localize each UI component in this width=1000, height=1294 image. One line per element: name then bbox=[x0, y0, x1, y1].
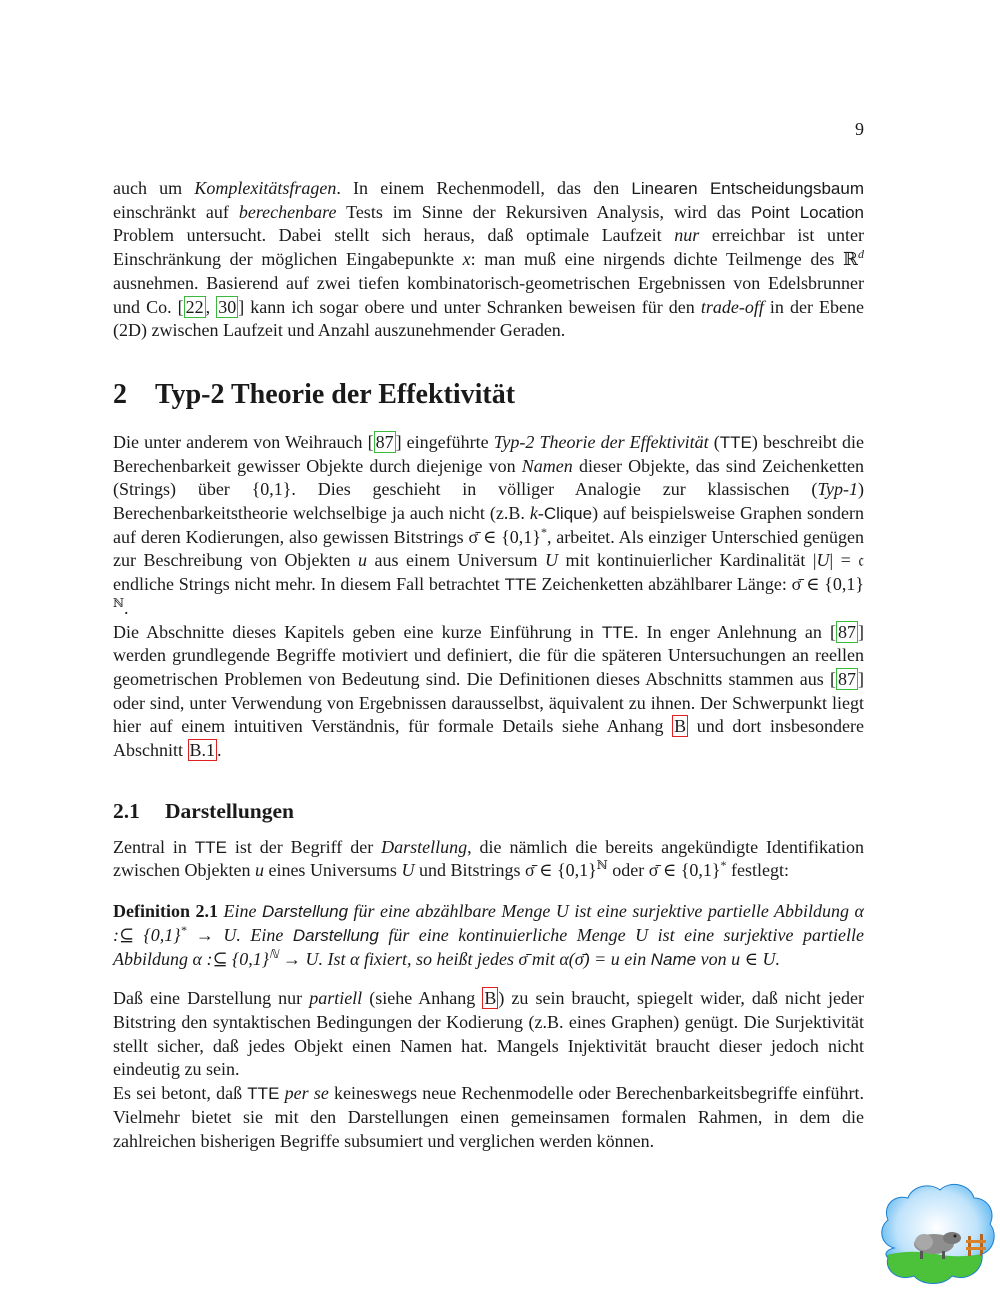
section-heading: 2 Typ-2 Theorie der Effektivität bbox=[113, 378, 516, 410]
citation-link[interactable]: 87 bbox=[375, 431, 394, 452]
definition-label: Definition 2.1 bbox=[113, 901, 219, 922]
intro-paragraph: auch um Komplexitätsfragen. In einem Rechenmodell, das den Linearen Entscheidungsbaum einschränkt auf berechenbare Tests im Sinne der Rekursiven Analysis, wird das Point Location Problem untersucht. Dabei stellt sich heraus, daß optimale Laufzeit nur erreichbar ist unter Einschränkung der möglichen Eingabepunkte x: man muß eine nirgends dichte Teilmenge des ℝ$^d$ ausnehmen. Basierend auf zwei tiefen kombinatorisch-geometrischen Ergebnissen von Edelsbrunner und Co. [ 22 , 30 ] kann ich sogar obere und unter Schranken beweisen für den trade-off in der Ebene (2D) zwischen Laufzeit und Anzahl auszunehmender Geraden. bbox=[113, 178, 865, 341]
citation-link[interactable]: 22 bbox=[185, 296, 204, 317]
citation-link[interactable]: 87 bbox=[838, 668, 856, 689]
definition-block: Definition 2.1 Eine Darstellung für eine abzählbare Menge U ist eine surjektive partielle Abbildung α :⊆ {0,1}* → U. Eine Darstellung für eine kontinuierliche Menge U ist eine surjektive partielle Abbildung α :⊆ $\{0,1\}^ℕ \to U$. Ist α fixiert, so heißt jedes σ̄ mit α(σ̄) = u ein Name von u ∈ U. bbox=[113, 901, 864, 969]
citation-link[interactable]: 87 bbox=[838, 621, 857, 642]
page-content bbox=[113, 177, 864, 1153]
appendix-link[interactable]: B bbox=[484, 988, 497, 1009]
subsection-paragraph: Zentral in TTE ist der Begriff der Darstellung, die nämlich die bereits angekündigte Identifikation zwischen Objekten u eines Universums U und Bitstrings σ̄ ∈ $\{0,1\}^ℕ$ oder σ̄ ∈ {0,1}* festlegt: bbox=[113, 836, 864, 881]
page-number: 9 bbox=[855, 119, 864, 139]
section-link[interactable]: B.1 bbox=[189, 740, 216, 761]
section-paragraph: Die unter anderem von Weihrauch [ 87 ] eingeführte Typ-2 Theorie der Effektivität (TTE) beschreibt die Berechenbarkeit gewisser Objekte durch diejenige von Namen dieser Objekte, das sind Zeichenketten (Strings) über {0,1}. Dies geschieht in völliger Analogie zur klassischen (Typ-1) Berechenbarkeitstheorie welchselbige ja auch nicht (z.B. k-Clique) auf beispielsweise Graphen sondern auf deren Kodierungen, also gewissen Bitstrings σ̄ ∈ {0,1}*, arbeitet. Als einziger Unterschied genügen zur Beschreibung von Objekten u aus einem Universum U mit kontinuierlicher Kardinalität |U| = 𝔠 endliche Strings nicht mehr. In diesem Fall betrachtet TTE Zeichenketten abzählbarer Länge: σ̄ ∈ $\{0,1\}^ℕ$. bbox=[113, 431, 865, 618]
sheep-mascot-icon bbox=[876, 1178, 998, 1288]
appendix-link[interactable]: B bbox=[674, 716, 687, 737]
subsection-heading: 2.1 Darstellungen bbox=[113, 798, 294, 823]
section-paragraph: Die Abschnitte dieses Kapitels geben eine kurze Einführung in TTE. In enger Anlehnung an [ 87 ] werden grundlegende Begriffe motiviert und definiert, die für die späteren Untersuchungen an reellen geometrischen Problemen von Bedeutung sind. Die Definitionen dieses Abschnitts stammen aus [ 87 ] oder sind, unter Verwendung von Ergebnissen darausselbst, äquivalent zu ihnen. Der Schwerpunkt liegt hier auf einem intuitiven Verständnis, für formale Details siehe Anhang B und dort insbesondere Abschnitt B.1 . bbox=[113, 621, 865, 761]
subsection-paragraph: Es sei betont, daß TTE per se keineswegs neue Rechenmodelle oder Berechenbarkeitsbegriffe einführt. Vielmehr bietet sie mit den Darstellungen einen gemeinsamen formalen Rahmen, in dem die zahlreichen bisherigen Begriffe subsumiert und verglichen werden können. bbox=[113, 1083, 865, 1151]
citation-link[interactable]: 30 bbox=[218, 296, 237, 317]
subsection-paragraph: Daß eine Darstellung nur partiell (siehe Anhang B ) zu sein braucht, spiegelt wider, daß nicht jeder Bitstring den syntaktischen Bedingungen der Kodierung (z.B. eines Graphen) genügt. Die Surjektivität stellt sicher, daß jedes Objekt einen Namen hat. Mangels Injektivität braucht dieser jedoch nicht eindeutig zu sein. bbox=[113, 988, 864, 1080]
